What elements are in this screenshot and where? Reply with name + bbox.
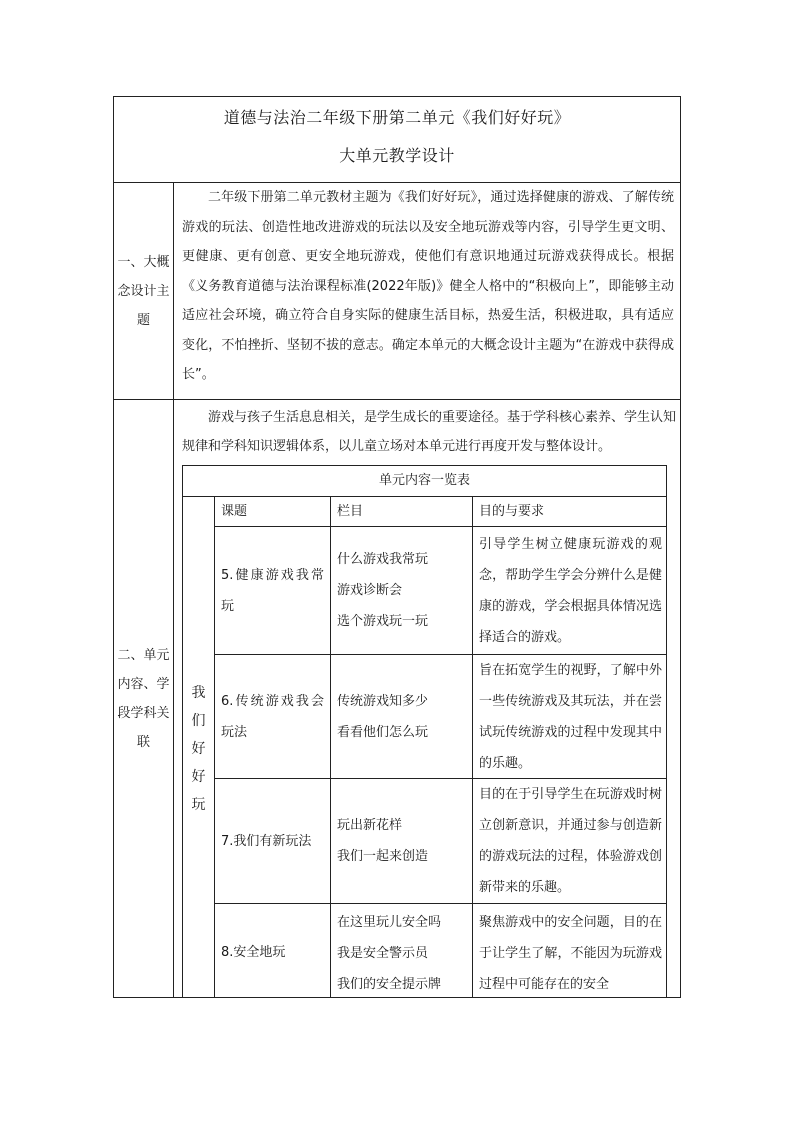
lesson-topic: 7.我们有新玩法 (215, 779, 331, 903)
title-block (114, 97, 680, 183)
lesson-topic: 8.安全地玩 (215, 904, 331, 998)
column-item: 我们一起来创造 (337, 849, 429, 864)
section-concept-label: 一、大概念设计主题 (114, 183, 174, 399)
lesson-goal: 引导学生树立健康玩游戏的观念，帮助学生学会分辨什么是健康的游戏，学会根据具体情况选择适合的游戏。 (479, 536, 662, 645)
header-column: 栏目 (331, 497, 473, 526)
table-header-row (215, 497, 666, 527)
unit-table-grid (215, 497, 666, 998)
table-row (215, 779, 666, 904)
lesson-columns (331, 527, 473, 654)
column-item: 选个游戏玩一玩 (337, 614, 429, 629)
header-goal: 目的与要求 (479, 503, 545, 519)
section-concept-row (114, 183, 680, 400)
column-item: 我们的安全提示牌 (337, 977, 442, 992)
document-subtitle: 大单元教学设计 (339, 146, 455, 165)
unit-content-table (182, 465, 667, 998)
lesson-goal: 目的在于引导学生在玩游戏时树立创新意识，并通过参与创造新的游戏玩法的过程，体验游戏创新带来的乐趣。 (479, 787, 662, 895)
table-row (215, 527, 666, 655)
section-concept-content: 二年级下册第二单元教材主题为《我们好好玩》，通过选择健康的游戏、了解传统游戏的玩法、创造性地改进游戏的玩法以及安全地玩游戏等内容，引导学生更文明、更健康、更有创意、更安全地玩游戏，使他们有意识地通过玩游戏获得成长。根据《义务教育道德与法治课程标准(2022年版)》健全人格中的“积极向上”，即能够主动适应社会环境，确立符合自身实际的健康生活目标，热爱生活，积极进取，具有适应变化，不怕挫折、坚韧不拔的意志。确定本单元的大概念设计主题为“在游戏中获得成长”。 (182, 190, 674, 382)
section-unit-row (114, 400, 680, 997)
table-row (215, 655, 666, 779)
lesson-columns (331, 655, 473, 778)
lesson-plan-table (113, 96, 681, 998)
unit-table-title: 单元内容一览表 (183, 466, 666, 497)
column-item: 游戏诊断会 (337, 583, 403, 598)
column-item: 玩出新花样 (337, 818, 403, 833)
unit-group-label: 我们好好玩 (183, 497, 215, 998)
lesson-goal: 旨在拓宽学生的视野，了解中外一些传统游戏及其玩法，并在尝试玩传统游戏的过程中发现其中的乐趣。 (479, 662, 662, 771)
lesson-topic: 5.健康游戏我常玩 (215, 527, 331, 654)
document-title: 道德与法治二年级下册第二单元《我们好好玩》 (223, 108, 571, 127)
header-topic: 课题 (215, 497, 331, 526)
column-item: 什么游戏我常玩 (337, 552, 429, 567)
lesson-topic: 6.传统游戏我会玩法 (215, 655, 331, 778)
section-unit-content (174, 400, 680, 997)
column-item: 我是安全警示员 (337, 946, 429, 961)
column-item: 在这里玩儿安全吗 (337, 915, 442, 930)
section-unit-intro: 游戏与孩子生活息息相关，是学生成长的重要途径。基于学科核心素养、学生认知规律和学科知识逻辑体系，以儿童立场对本单元进行再度开发与整体设计。 (182, 410, 677, 454)
lesson-goal: 聚焦游戏中的安全问题，目的在于让学生了解，不能因为玩游戏过程中可能存在的安全 (479, 915, 662, 992)
column-item: 看看他们怎么玩 (337, 724, 429, 740)
lesson-columns (331, 904, 473, 998)
lesson-columns (331, 779, 473, 903)
column-item: 传统游戏知多少 (337, 693, 429, 709)
section-unit-label: 二、单元内容、学段学科关联 (114, 400, 174, 997)
table-row (215, 904, 666, 998)
